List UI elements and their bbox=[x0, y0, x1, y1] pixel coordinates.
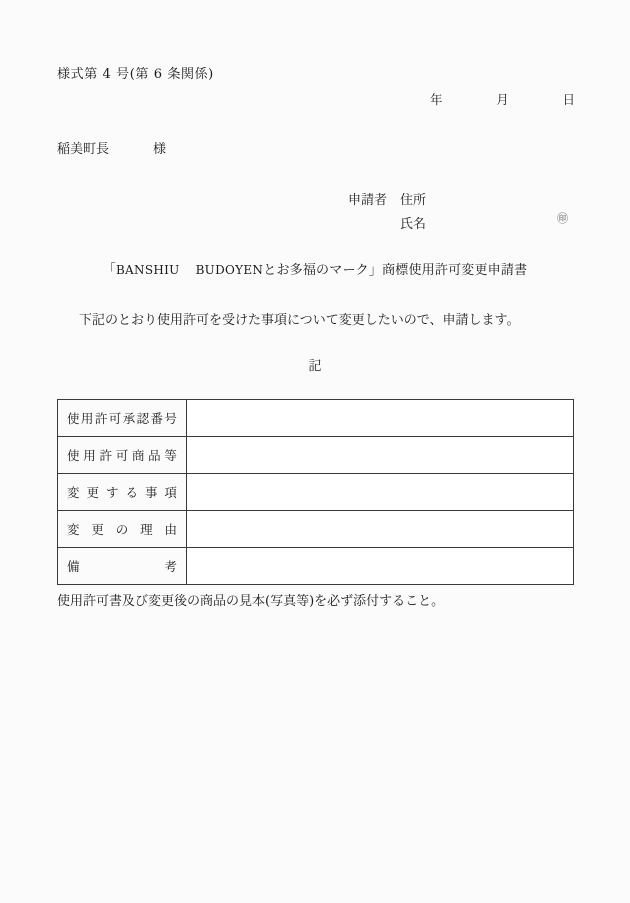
label-char: 号 bbox=[164, 411, 177, 426]
day-label: 日 bbox=[562, 92, 575, 107]
row-value-permitted-goods[interactable] bbox=[187, 437, 574, 474]
label-char: 可 bbox=[108, 411, 122, 426]
row-label-approval-number bbox=[58, 400, 187, 437]
form-number: 様式第 4 号(第 6 条関係) bbox=[57, 67, 214, 82]
title-latin-second: BUDOYEN bbox=[195, 263, 264, 277]
row-label-remarks bbox=[58, 548, 187, 585]
label-char: 商 bbox=[131, 448, 145, 463]
label-char: 用 bbox=[80, 411, 94, 426]
label-char: 認 bbox=[136, 411, 150, 426]
applicant-name-row bbox=[348, 213, 440, 237]
row-label-permitted-goods bbox=[58, 437, 187, 474]
applicant-name-label: 氏名 bbox=[400, 217, 427, 232]
table-row bbox=[58, 437, 574, 474]
label-char: 使 bbox=[67, 411, 80, 426]
label-char: 項 bbox=[164, 485, 177, 500]
label-char: 可 bbox=[115, 448, 129, 463]
label-char: 変 bbox=[67, 522, 80, 537]
label-char: 使 bbox=[67, 448, 80, 463]
row-value-reason-for-change[interactable] bbox=[187, 511, 574, 548]
label-inner bbox=[58, 409, 186, 427]
applicant-block bbox=[348, 189, 568, 237]
seal-stamp-icon: ㊞ bbox=[557, 212, 568, 225]
label-inner bbox=[58, 520, 186, 538]
label-char: 用 bbox=[83, 448, 96, 463]
label-char: 更 bbox=[86, 485, 99, 500]
applicant-address-label: 住所 bbox=[400, 193, 427, 208]
table-row bbox=[58, 400, 574, 437]
ki-marker: 記 bbox=[308, 359, 322, 374]
page-title bbox=[0, 259, 630, 278]
label-char: 理 bbox=[140, 522, 153, 537]
label-char: 事 bbox=[144, 485, 158, 500]
year-label: 年 bbox=[430, 92, 443, 107]
label-char: 由 bbox=[164, 522, 177, 537]
footnote: 使用許可書及び変更後の商品の見本(写真等)を必ず添付すること。 bbox=[57, 594, 445, 609]
label-char: 変 bbox=[67, 485, 80, 500]
applicant-address-row bbox=[348, 189, 440, 213]
title-suffix: 商標使用許可変更申請書 bbox=[382, 263, 528, 278]
label-char: 等 bbox=[164, 448, 177, 463]
title-close-bracket: 」 bbox=[368, 263, 383, 278]
table-row bbox=[58, 548, 574, 585]
applicant-label: 申請者 bbox=[348, 193, 388, 208]
row-value-remarks[interactable] bbox=[187, 548, 574, 585]
label-char: 許 bbox=[94, 411, 108, 426]
table-body bbox=[58, 400, 574, 585]
label-char: す bbox=[105, 485, 119, 500]
addressee-honorific: 様 bbox=[153, 142, 167, 157]
label-inner bbox=[58, 557, 186, 575]
title-latin-first: BANSHIU bbox=[115, 263, 180, 277]
body-statement: 下記のとおり使用許可を受けた事項について変更したいので、申請します。 bbox=[79, 313, 520, 328]
label-char: 番 bbox=[150, 411, 164, 426]
month-label: 月 bbox=[496, 92, 509, 107]
addressee bbox=[57, 138, 166, 157]
title-japanese-part: とお多福のマーク bbox=[263, 263, 369, 278]
label-inner bbox=[58, 446, 186, 464]
label-char: 備 bbox=[67, 559, 80, 574]
label-char: る bbox=[125, 485, 138, 500]
row-value-approval-number[interactable] bbox=[187, 400, 574, 437]
row-label-items-to-change bbox=[58, 474, 187, 511]
addressee-recipient: 稲美町長 bbox=[57, 142, 110, 157]
row-label-reason-for-change bbox=[58, 511, 187, 548]
label-char: 承 bbox=[122, 411, 136, 426]
table-row bbox=[58, 511, 574, 548]
application-table bbox=[57, 399, 574, 585]
table-row bbox=[58, 474, 574, 511]
label-char: 更 bbox=[91, 522, 104, 537]
label-char: 品 bbox=[148, 448, 161, 463]
label-inner bbox=[58, 483, 186, 501]
row-value-items-to-change[interactable] bbox=[187, 474, 574, 511]
label-char: 許 bbox=[99, 448, 112, 463]
label-char: 考 bbox=[164, 559, 177, 574]
title-open-bracket: 「 bbox=[102, 263, 116, 278]
label-char: の bbox=[115, 522, 129, 537]
date-line bbox=[430, 90, 575, 108]
